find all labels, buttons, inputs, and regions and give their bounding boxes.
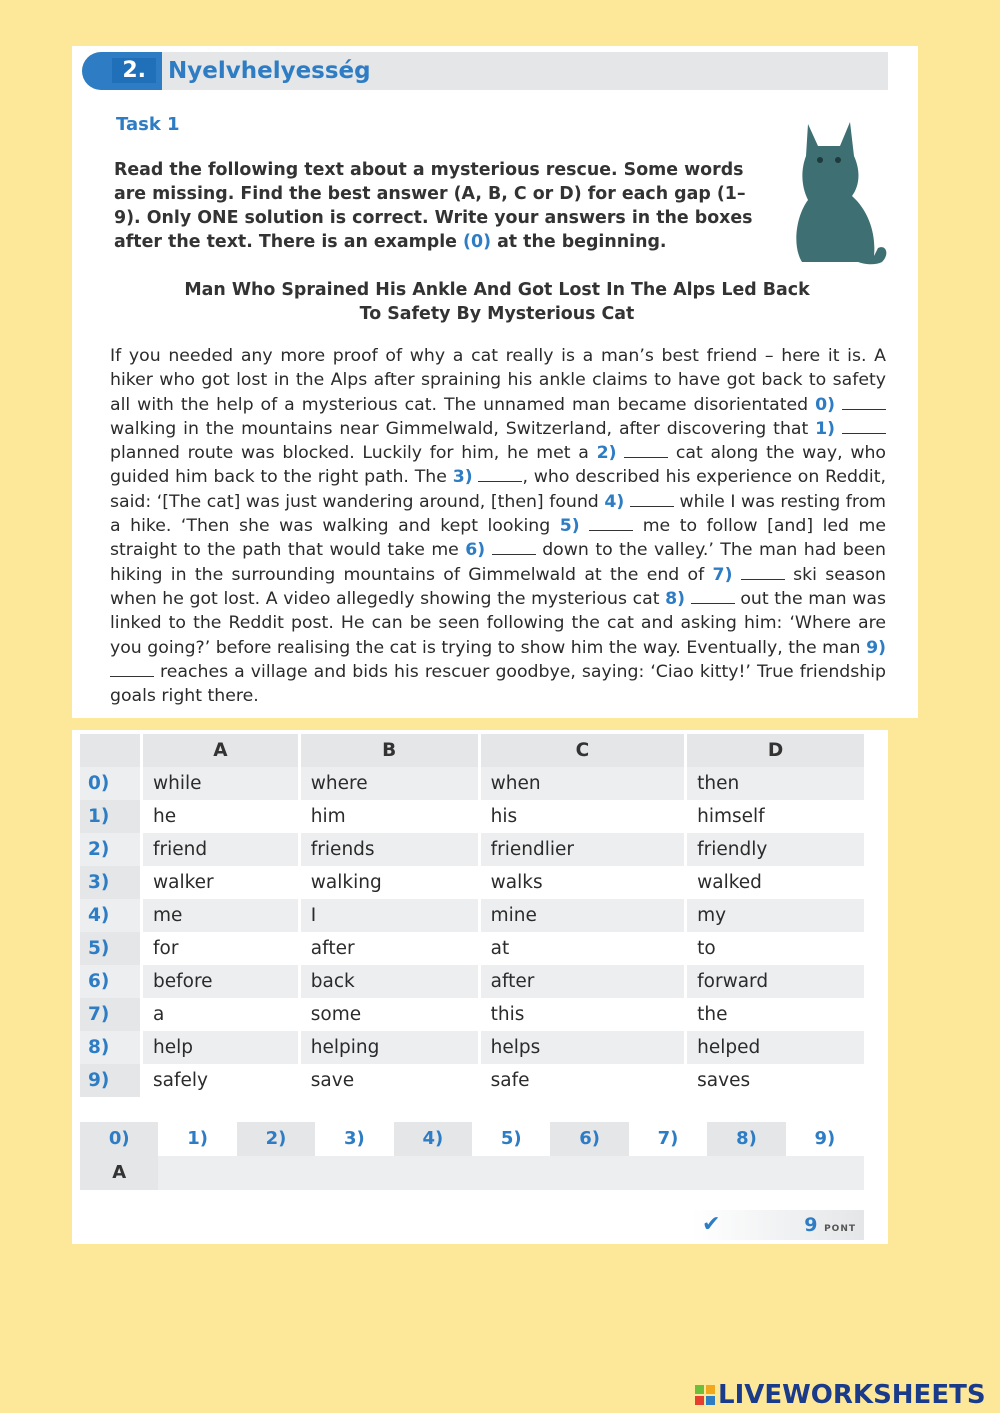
- section-number: 2.: [82, 52, 162, 90]
- gap-blank: [741, 565, 785, 580]
- option-d: my: [684, 899, 864, 932]
- option-b: save: [298, 1064, 478, 1097]
- option-b: walking: [298, 866, 478, 899]
- gap-label: 6): [465, 540, 486, 561]
- gap-blank: [630, 492, 674, 507]
- gap-label: 4): [604, 491, 625, 512]
- option-c: safe: [478, 1064, 685, 1097]
- gap-blank: [110, 662, 154, 677]
- option-b: after: [298, 932, 478, 965]
- answer-label: 4): [394, 1122, 472, 1156]
- task-instructions: Read the following text about a mysterious rescue. Some words are missing. Find the best answer (A, B, C or D) for each gap (1–9). Only ONE solution is correct. Write your answers in the boxes after the text. There is an example (0) at the beginning.: [114, 160, 753, 252]
- options-row: [80, 866, 864, 899]
- gap-label: 9): [866, 637, 886, 658]
- answer-label: 5): [500, 1128, 522, 1149]
- article-body: If you needed any more proof of why a cat really is a man’s best friend – here it is. A hiker who got lost in the Alps after spraining his ankle claims to have got back to safety all with the help of a mysterious cat. The unnamed man became disorientated 0) walking in the mountains near Gimmelwald, Switzerland, after discovering that 1) planned route was blocked. Luckily for him, he met a 2) cat along the way, who guided him back to the right path. The 3) , who described his experience on Reddit, said: ‘[The cat] was just wandering around, [then] found 4) while I was resting from a hike. ‘Then she was walking and kept looking 5) me to follow [and] led me straight to the path that would take me 6) down to the valley.’ The man had been hiking in the surrounding mountains of Gimmelwald at the end of 7) ski season when he got lost. A video allegedly showing the mysterious cat 8) out the man was linked to the Reddit post. He can be seen following the cat and asking him: ‘Where are you going?’ before realising the cat is trying to show him the way. Eventually, the man 9) reaches a village and bids his rescuer goodbye, saying: ‘Ciao kitty!’ True friendship goals right there.: [110, 346, 887, 707]
- option-c: this: [478, 998, 685, 1031]
- gap-label: 1): [815, 418, 836, 439]
- gap-blank: [842, 419, 886, 434]
- option-d: forward: [684, 965, 864, 998]
- option-b: friends: [298, 833, 478, 866]
- gap-label: 7): [712, 564, 733, 585]
- options-row: [80, 899, 864, 932]
- option-a: friend: [140, 833, 298, 866]
- option-b: back: [298, 965, 478, 998]
- gap-blank: [492, 540, 536, 555]
- gap-label: 0): [815, 394, 836, 415]
- worksheet-answer-page: [72, 730, 888, 1244]
- option-number: 1): [80, 800, 140, 833]
- option-a: before: [140, 965, 298, 998]
- cat-illustration-icon: [778, 116, 888, 266]
- answer-example: A: [80, 1156, 158, 1190]
- answer-label: 9): [814, 1128, 836, 1149]
- options-row: [80, 932, 864, 965]
- option-number: 0): [80, 767, 140, 800]
- answer-input-box[interactable]: [472, 1156, 550, 1190]
- option-a: he: [140, 800, 298, 833]
- gap-blank: [842, 395, 886, 410]
- options-row: [80, 1031, 864, 1064]
- answer-input-box[interactable]: [158, 1156, 236, 1190]
- checkmark-icon: ✔: [702, 1212, 721, 1237]
- option-a: a: [140, 998, 298, 1031]
- worksheet-text-page: [72, 46, 918, 718]
- options-header-a: A: [140, 734, 298, 767]
- answer-label: 2): [237, 1122, 315, 1156]
- options-row: [80, 998, 864, 1031]
- answer-boxes: [80, 1122, 864, 1190]
- options-header-blank: [80, 734, 140, 767]
- option-d: to: [684, 932, 864, 965]
- gap-label: 8): [665, 588, 686, 609]
- score-box: [692, 1210, 864, 1240]
- option-b: I: [298, 899, 478, 932]
- option-d: then: [684, 767, 864, 800]
- option-c: after: [478, 965, 685, 998]
- options-table: [80, 734, 864, 1097]
- option-number: 6): [80, 965, 140, 998]
- option-a: for: [140, 932, 298, 965]
- option-c: at: [478, 932, 685, 965]
- answer-input-box[interactable]: [707, 1156, 785, 1190]
- option-d: saves: [684, 1064, 864, 1097]
- answer-input-box[interactable]: [237, 1156, 315, 1190]
- option-number: 8): [80, 1031, 140, 1064]
- answer-input-box[interactable]: [315, 1156, 393, 1190]
- answer-label: 7): [657, 1128, 679, 1149]
- options-header-b: B: [298, 734, 478, 767]
- option-a: me: [140, 899, 298, 932]
- task-title: Task 1: [116, 114, 180, 135]
- option-c: when: [478, 767, 685, 800]
- option-number: 9): [80, 1064, 140, 1097]
- answer-label: 1): [187, 1128, 208, 1149]
- option-a: while: [140, 767, 298, 800]
- option-a: safely: [140, 1064, 298, 1097]
- section-title: Nyelvhelyesség: [168, 58, 371, 84]
- options-row: [80, 767, 864, 800]
- options-row: [80, 965, 864, 998]
- article-title: Man Who Sprained His Ankle And Got Lost In The Alps Led Back To Safety By Mysterious Cat: [184, 280, 810, 324]
- option-c: helps: [478, 1031, 685, 1064]
- options-row: [80, 833, 864, 866]
- option-b: where: [298, 767, 478, 800]
- option-a: walker: [140, 866, 298, 899]
- answer-label: 6): [550, 1122, 628, 1156]
- option-d: friendly: [684, 833, 864, 866]
- answer-input-box[interactable]: [394, 1156, 472, 1190]
- option-d: the: [684, 998, 864, 1031]
- option-a: help: [140, 1031, 298, 1064]
- gap-blank: [589, 516, 633, 531]
- gap-blank: [624, 443, 668, 458]
- option-number: 7): [80, 998, 140, 1031]
- option-d: walked: [684, 866, 864, 899]
- option-c: his: [478, 800, 685, 833]
- gap-label: 3): [452, 467, 473, 488]
- answer-input-box[interactable]: [629, 1156, 707, 1190]
- answer-input-box[interactable]: [786, 1156, 864, 1190]
- option-number: 2): [80, 833, 140, 866]
- gap-blank: [478, 467, 522, 482]
- gap-blank: [691, 589, 735, 604]
- option-number: 3): [80, 866, 140, 899]
- answer-label: 3): [344, 1128, 365, 1149]
- option-c: mine: [478, 899, 685, 932]
- answer-label: 0): [80, 1122, 158, 1156]
- option-c: walks: [478, 866, 685, 899]
- liveworksheets-logo-icon: [694, 1383, 716, 1407]
- answer-input-box[interactable]: [550, 1156, 628, 1190]
- liveworksheets-logo: LIVEWORKSHEETS: [694, 1380, 986, 1410]
- option-c: friendlier: [478, 833, 685, 866]
- option-number: 5): [80, 932, 140, 965]
- option-b: helping: [298, 1031, 478, 1064]
- option-b: some: [298, 998, 478, 1031]
- answer-label: 8): [707, 1122, 785, 1156]
- points-value: 9 PONT: [804, 1214, 856, 1236]
- options-header-c: C: [478, 734, 685, 767]
- option-d: himself: [684, 800, 864, 833]
- option-b: him: [298, 800, 478, 833]
- gap-label: 5): [559, 516, 580, 537]
- options-header-d: D: [684, 734, 864, 767]
- option-number: 4): [80, 899, 140, 932]
- options-row: [80, 1064, 864, 1097]
- option-d: helped: [684, 1031, 864, 1064]
- gap-label: 2): [596, 443, 617, 464]
- options-row: [80, 800, 864, 833]
